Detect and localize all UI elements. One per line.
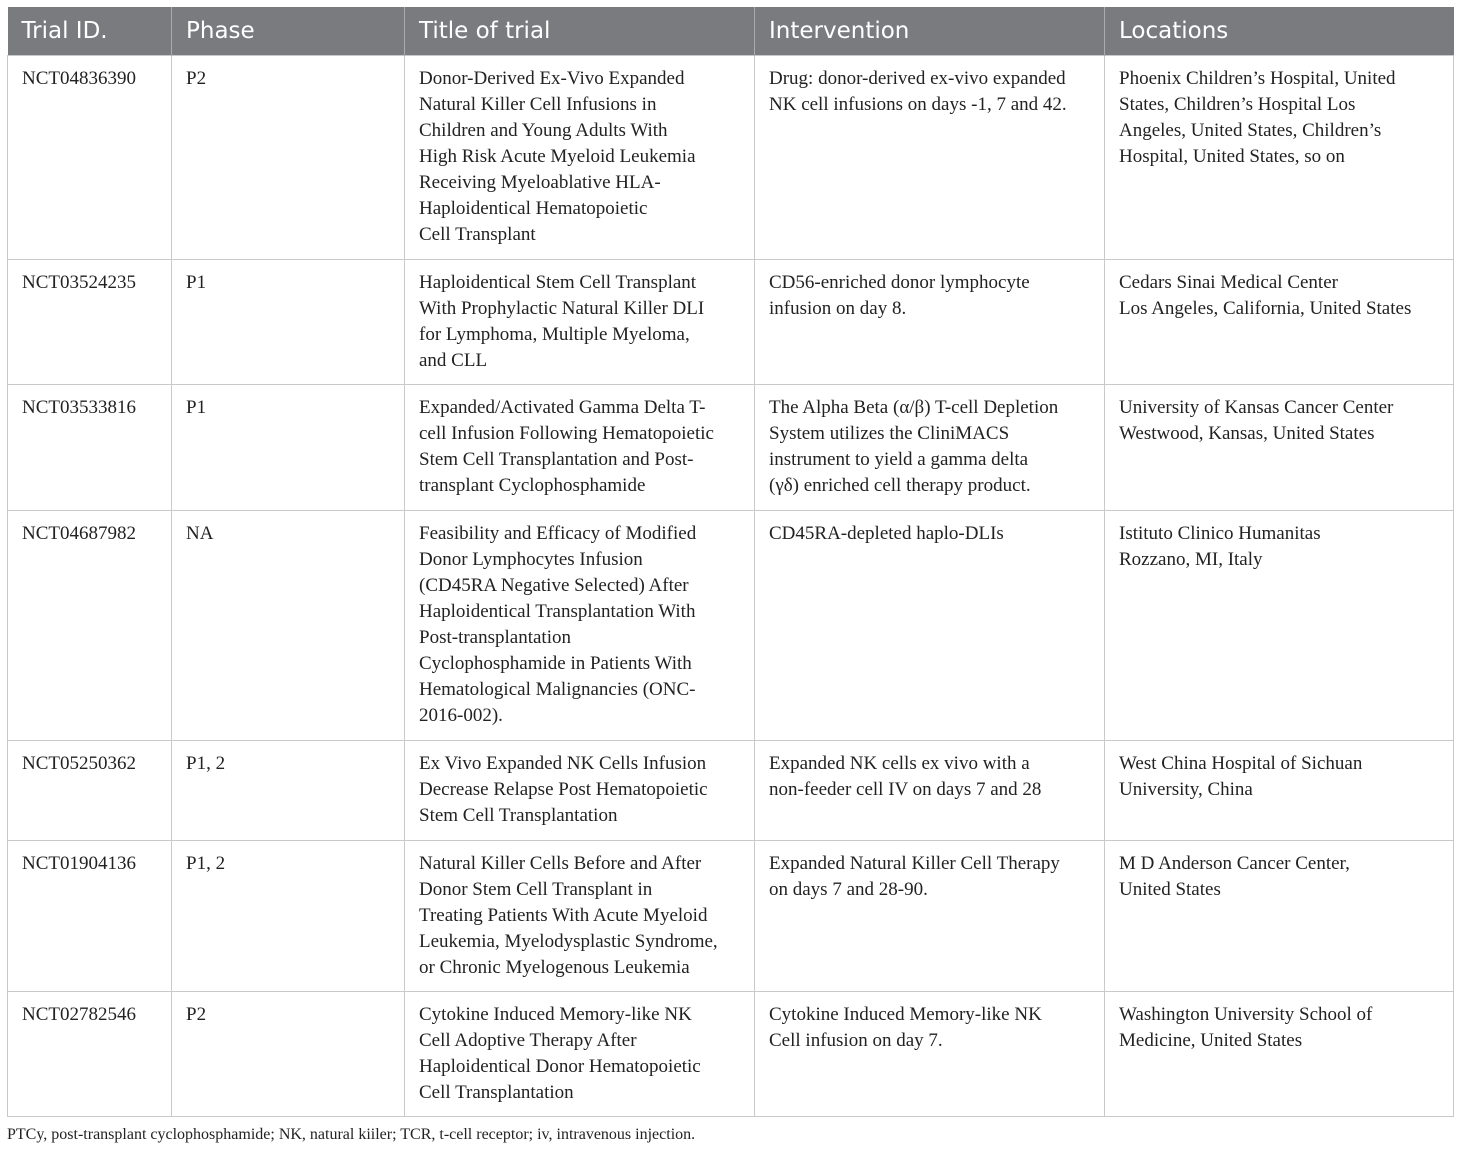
cell-locations: Washington University School of Medicine, United States: [1105, 992, 1454, 1117]
cell-title: Feasibility and Efficacy of Modified Donor Lymphocytes Infusion (CD45RA Negative Selected) After Haploidentical Transplantation With Post-transplantation Cyclophosphamide in Patients With Hematological Malignancies (ONC- 2016-002).: [405, 511, 755, 741]
trials-table-container: [7, 7, 1453, 1117]
cell-locations: West China Hospital of Sichuan University, China: [1105, 741, 1454, 841]
cell-trial-id: NCT03533816: [8, 385, 172, 511]
header-title: Title of trial: [405, 7, 755, 56]
table-header-row: [8, 7, 1454, 56]
header-intervention: Intervention: [755, 7, 1105, 56]
table-footnote: PTCy, post-transplant cyclophosphamide; NK, natural kiiler; TCR, t-cell receptor; iv, intravenous injection.: [7, 1126, 696, 1143]
header-locations: Locations: [1105, 7, 1454, 56]
cell-trial-id: NCT05250362: [8, 741, 172, 841]
trials-table: [7, 7, 1454, 1117]
cell-intervention: Drug: donor-derived ex-vivo expanded NK cell infusions on days -1, 7 and 42.: [755, 56, 1105, 260]
header-trial-id: Trial ID.: [8, 7, 172, 56]
cell-phase: P1, 2: [172, 741, 405, 841]
cell-phase: P2: [172, 992, 405, 1117]
cell-title: Ex Vivo Expanded NK Cells Infusion Decrease Relapse Post Hematopoietic Stem Cell Transplantation: [405, 741, 755, 841]
header-phase: Phase: [172, 7, 405, 56]
cell-intervention: CD56-enriched donor lymphocyte infusion on day 8.: [755, 260, 1105, 385]
cell-trial-id: NCT03524235: [8, 260, 172, 385]
cell-locations: Istituto Clinico Humanitas Rozzano, MI, Italy: [1105, 511, 1454, 741]
cell-phase: P1: [172, 385, 405, 511]
cell-trial-id: NCT04836390: [8, 56, 172, 260]
cell-phase: P1: [172, 260, 405, 385]
cell-phase: NA: [172, 511, 405, 741]
cell-locations: Cedars Sinai Medical Center Los Angeles, California, United States: [1105, 260, 1454, 385]
table-row: [8, 992, 1454, 1117]
cell-trial-id: NCT02782546: [8, 992, 172, 1117]
cell-locations: M D Anderson Cancer Center, United States: [1105, 841, 1454, 992]
cell-phase: P1, 2: [172, 841, 405, 992]
cell-intervention: The Alpha Beta (α/β) T-cell Depletion System utilizes the CliniMACS instrument to yield a gamma delta (γδ) enriched cell therapy product.: [755, 385, 1105, 511]
cell-locations: Phoenix Children’s Hospital, United States, Children’s Hospital Los Angeles, United States, Children’s Hospital, United States, so on: [1105, 56, 1454, 260]
cell-intervention: Cytokine Induced Memory-like NK Cell infusion on day 7.: [755, 992, 1105, 1117]
table-row: [8, 741, 1454, 841]
table-row: [8, 56, 1454, 260]
cell-phase: P2: [172, 56, 405, 260]
cell-trial-id: NCT01904136: [8, 841, 172, 992]
cell-intervention: CD45RA-depleted haplo-DLIs: [755, 511, 1105, 741]
cell-title: Haploidentical Stem Cell Transplant With Prophylactic Natural Killer DLI for Lymphoma, Multiple Myeloma, and CLL: [405, 260, 755, 385]
cell-locations: University of Kansas Cancer Center Westwood, Kansas, United States: [1105, 385, 1454, 511]
table-row: [8, 260, 1454, 385]
table-row: [8, 511, 1454, 741]
table-row: [8, 385, 1454, 511]
cell-title: Expanded/Activated Gamma Delta T- cell Infusion Following Hematopoietic Stem Cell Transplantation and Post- transplant Cyclophosphamide: [405, 385, 755, 511]
table-row: [8, 841, 1454, 992]
cell-title: Natural Killer Cells Before and After Donor Stem Cell Transplant in Treating Patients With Acute Myeloid Leukemia, Myelodysplastic Syndrome, or Chronic Myelogenous Leukemia: [405, 841, 755, 992]
cell-title: Donor-Derived Ex-Vivo Expanded Natural Killer Cell Infusions in Children and Young Adults With High Risk Acute Myeloid Leukemia Receiving Myeloablative HLA- Haploidentical Hematopoietic Cell Transplant: [405, 56, 755, 260]
cell-intervention: Expanded Natural Killer Cell Therapy on days 7 and 28-90.: [755, 841, 1105, 992]
cell-title: Cytokine Induced Memory-like NK Cell Adoptive Therapy After Haploidentical Donor Hematopoietic Cell Transplantation: [405, 992, 755, 1117]
cell-trial-id: NCT04687982: [8, 511, 172, 741]
cell-intervention: Expanded NK cells ex vivo with a non-feeder cell IV on days 7 and 28: [755, 741, 1105, 841]
